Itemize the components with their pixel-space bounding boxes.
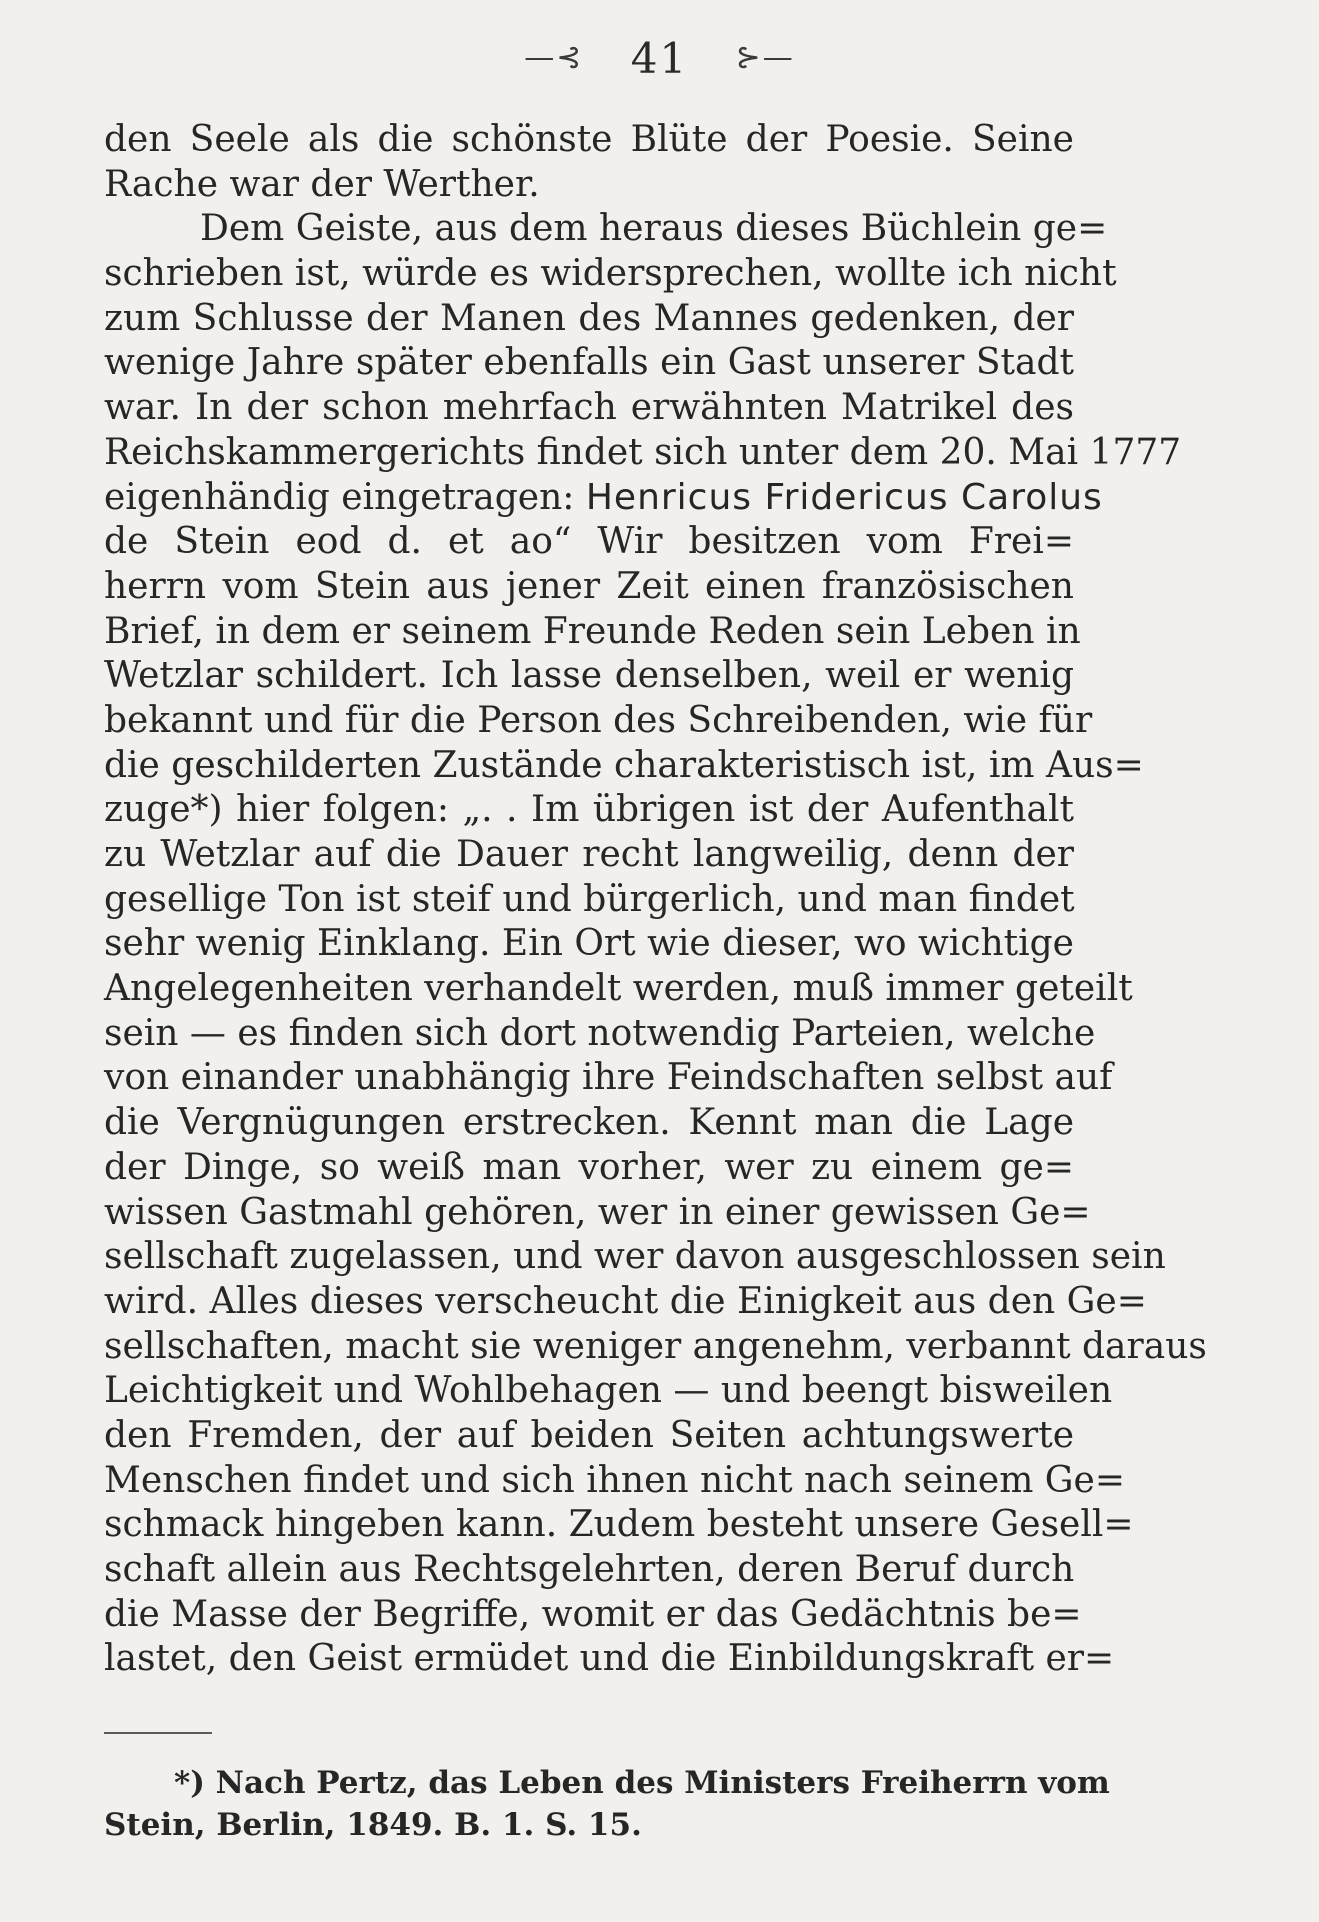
text-line: sellschaften, macht sie weniger angenehm, verbannt daraus	[104, 1325, 1207, 1367]
text-line: zum Schlusse der Manen des Mannes gedenken, der	[104, 297, 1074, 339]
text-line: wird. Alles dieses verscheucht die Einigkeit aus den Ge=	[104, 1280, 1147, 1322]
text-line: sehr wenig Einklang. Ein Ort wie dieser, wo wichtige	[104, 923, 1074, 965]
text-line: den Fremden, der auf beiden Seiten achtungswerte	[104, 1414, 1074, 1456]
text-line: war. In der schon mehrfach erwähnten Matrikel des	[104, 387, 1074, 429]
text-line	[104, 476, 1103, 521]
text-line: die geschilderten Zustände charakteristisch ist, im Aus=	[104, 744, 1144, 786]
text-line: sein — es finden sich dort notwendig Parteien, welche	[104, 1012, 1096, 1054]
text-line: von einander unabhängig ihre Feindschaften selbst auf	[104, 1057, 1113, 1099]
text-line: Angelegenheiten verhandelt werden, muß immer geteilt	[104, 968, 1133, 1010]
body-text	[104, 118, 1207, 1682]
ornament-right: ⊱—	[735, 40, 795, 75]
text-line: zuge*) hier folgen: „. . Im übrigen ist der Aufenthalt	[104, 789, 1074, 831]
text-line: de Stein eod d. et ao“ Wir besitzen vom Frei=	[104, 521, 1074, 563]
text-line: Leichtigkeit und Wohlbehagen — und beengt bisweilen	[104, 1370, 1113, 1412]
text-line: schaft allein aus Rechtsgelehrten, deren Beruf durch	[104, 1549, 1075, 1590]
text-line: wenige Jahre später ebenfalls ein Gast unserer Stadt	[104, 342, 1074, 384]
text-line: bekannt und für die Person des Schreibenden, wie für	[104, 699, 1093, 741]
page-header	[0, 34, 1319, 83]
text-line: wissen Gastmahl gehören, wer in einer gewissen Ge=	[104, 1191, 1091, 1233]
text-line: Wetzlar schildert. Ich lasse denselben, weil er wenig	[104, 655, 1074, 697]
footnote-divider	[104, 1732, 212, 1734]
text-line: lastet, den Geist ermüdet und die Einbildungskraft er=	[104, 1638, 1115, 1680]
text-line: der Dinge, so weiß man vorher, wer zu einem ge=	[104, 1146, 1074, 1188]
text-line: die Vergnügungen erstrecken. Kennt man die Lage	[104, 1102, 1074, 1144]
text-line: zu Wetzlar auf die Dauer recht langweilig, denn der	[104, 834, 1074, 875]
text-line: Menschen findet und sich ihnen nicht nach seinem Ge=	[104, 1459, 1126, 1501]
text-line: herrn vom Stein aus jener Zeit einen französischen	[104, 565, 1074, 607]
text-line: Dem Geiste, aus dem heraus dieses Büchlein ge=	[200, 208, 1108, 250]
text-line: gesellige Ton ist steif und bürgerlich, und man findet	[104, 878, 1075, 920]
text-line: den Seele als die schönste Blüte der Poesie. Seine	[104, 119, 1074, 160]
footnote-line: Stein, Berlin, 1849. B. 1. S. 15.	[104, 1807, 642, 1843]
text-line: Reichskammergerichts findet sich unter dem 20. Mai 1777	[104, 431, 1182, 473]
text-line: schmack hingeben kann. Zudem besteht unsere Gesell=	[104, 1504, 1134, 1546]
text-line: die Masse der Begriffe, womit er das Gedächtnis be=	[104, 1593, 1082, 1635]
ornament-left: —⊰	[524, 40, 584, 75]
text-line: sellschaft zugelassen, und wer davon ausgeschlossen sein	[104, 1236, 1166, 1278]
footnote	[104, 1762, 1110, 1846]
text-segment: eigenhändig eingetragen:	[104, 476, 575, 518]
page-number: 41	[630, 34, 689, 83]
footnote-line: *) Nach Pertz, das Leben des Ministers Freiherrn vom	[174, 1765, 1110, 1801]
latin-name: Henricus Fridericus Carolus	[585, 476, 1103, 518]
text-line: schrieben ist, würde es widersprechen, wollte ich nicht	[104, 253, 1117, 295]
text-line: Brief, in dem er seinem Freunde Reden sein Leben in	[104, 610, 1081, 652]
text-line: Rache war der Werther.	[104, 163, 540, 205]
